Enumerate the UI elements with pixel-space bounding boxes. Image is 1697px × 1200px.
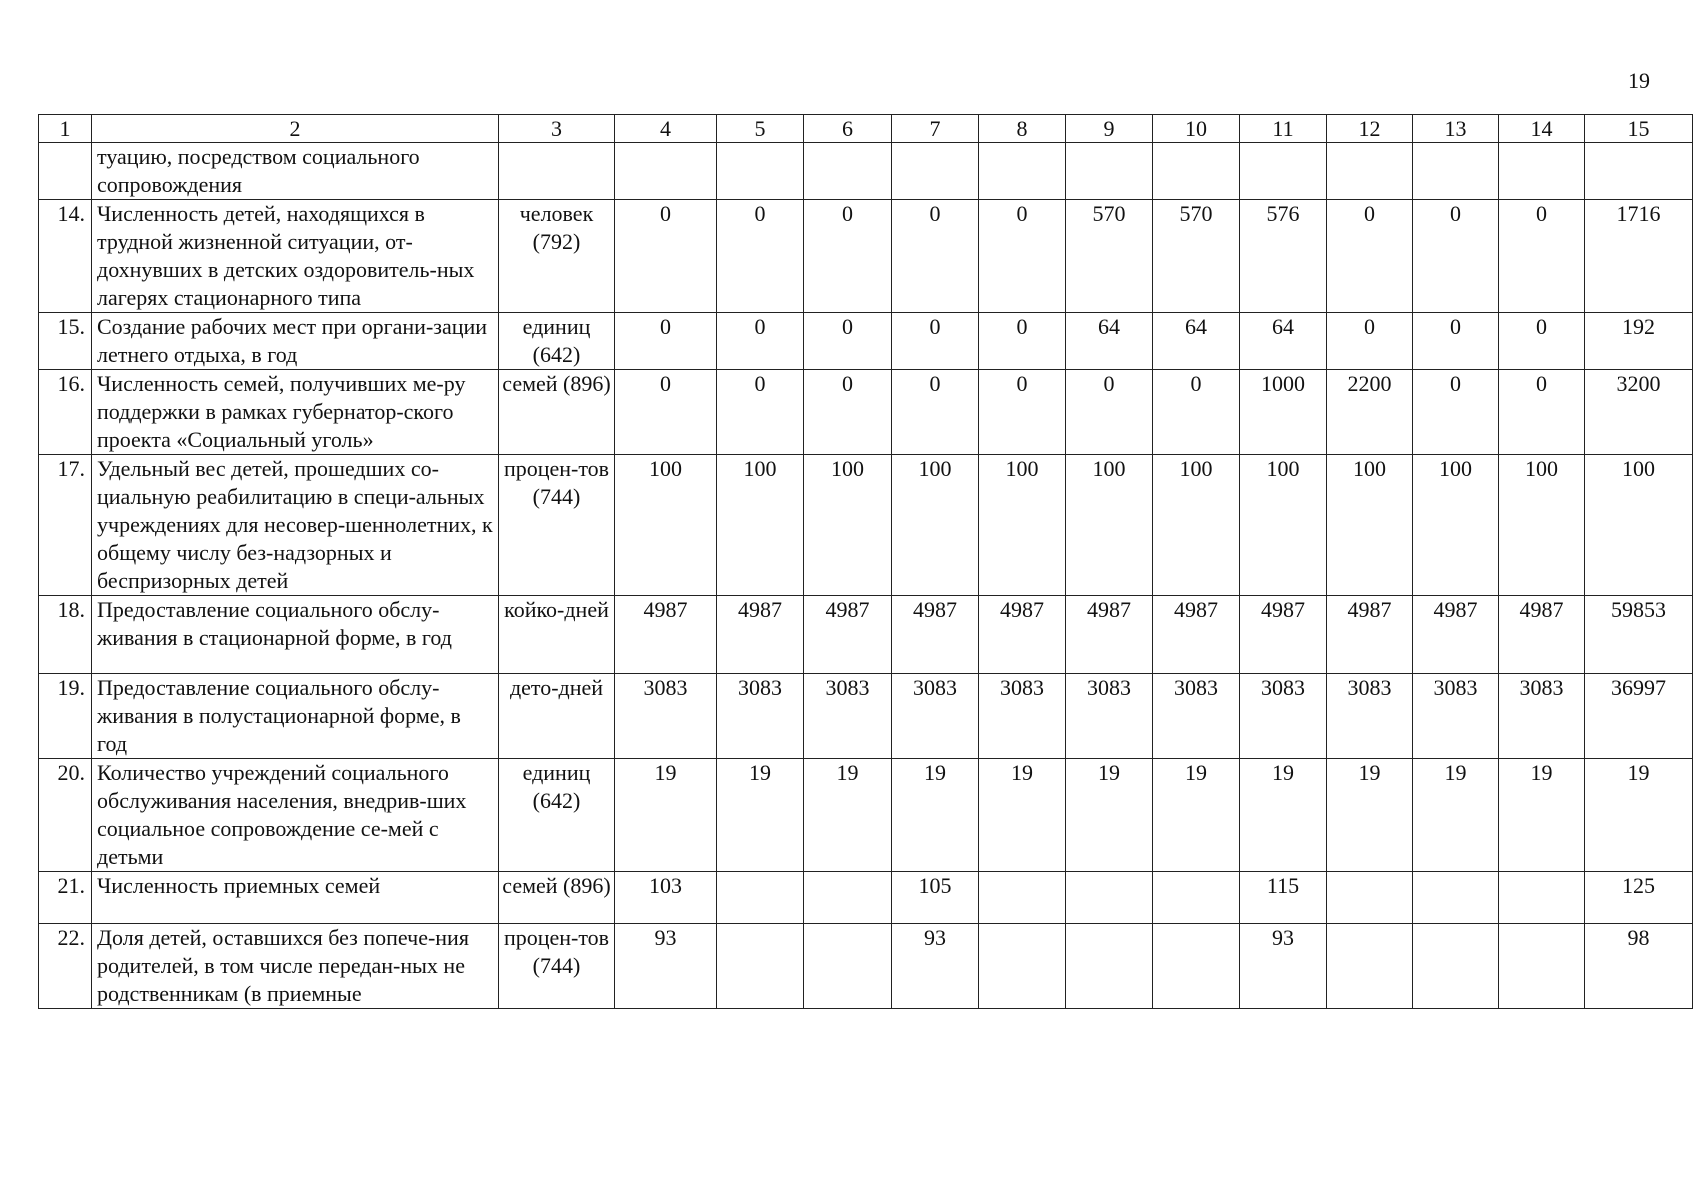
value-cell	[1413, 143, 1499, 200]
unit-cell: человек (792)	[499, 200, 615, 313]
value-cell: 19	[1585, 759, 1693, 872]
value-cell: 19	[804, 759, 892, 872]
column-number-cell: 4	[615, 115, 717, 143]
value-cell: 0	[1153, 370, 1240, 455]
value-cell: 19	[1066, 759, 1153, 872]
value-cell	[1327, 924, 1413, 1009]
value-cell: 576	[1240, 200, 1327, 313]
value-cell	[979, 143, 1066, 200]
indicator-name-cell: Создание рабочих мест при органи-зации летнего отдыха, в год	[92, 313, 499, 370]
value-cell: 0	[979, 313, 1066, 370]
indicators-table	[38, 114, 1693, 1009]
value-cell: 3083	[1413, 674, 1499, 759]
value-cell: 4987	[892, 596, 979, 674]
value-cell: 192	[1585, 313, 1693, 370]
value-cell: 100	[1066, 455, 1153, 596]
indicator-name-cell: Удельный вес детей, прошедших со-циальную реабилитацию в специ-альных учреждениях для несовер-шеннолетних, к общему числу без-надзорных и беспризорных детей	[92, 455, 499, 596]
value-cell: 0	[615, 313, 717, 370]
value-cell	[804, 143, 892, 200]
table-row	[39, 455, 1693, 596]
value-cell: 19	[1499, 759, 1585, 872]
value-cell: 19	[1413, 759, 1499, 872]
table-row	[39, 596, 1693, 674]
value-cell: 0	[979, 370, 1066, 455]
indicator-name-cell: Предоставление социального обслу-живания в стационарной форме, в год	[92, 596, 499, 674]
value-cell: 3083	[1066, 674, 1153, 759]
value-cell: 100	[804, 455, 892, 596]
value-cell: 0	[1499, 313, 1585, 370]
row-number-cell: 16.	[39, 370, 92, 455]
table-row	[39, 313, 1693, 370]
row-number-cell: 17.	[39, 455, 92, 596]
value-cell: 100	[1153, 455, 1240, 596]
value-cell	[1153, 872, 1240, 924]
value-cell: 0	[615, 370, 717, 455]
indicator-name-cell: Доля детей, оставшихся без попече-ния родителей, в том числе передан-ных не родственникам (в приемные	[92, 924, 499, 1009]
unit-cell: процен-тов (744)	[499, 455, 615, 596]
value-cell: 93	[615, 924, 717, 1009]
value-cell	[1327, 143, 1413, 200]
value-cell	[1499, 924, 1585, 1009]
column-number-cell: 12	[1327, 115, 1413, 143]
value-cell	[1066, 143, 1153, 200]
row-number-cell: 18.	[39, 596, 92, 674]
column-number-cell: 10	[1153, 115, 1240, 143]
row-number-cell	[39, 143, 92, 200]
value-cell: 4987	[1413, 596, 1499, 674]
value-cell: 0	[1413, 370, 1499, 455]
indicator-name-cell: Численность приемных семей	[92, 872, 499, 924]
value-cell: 0	[717, 370, 804, 455]
value-cell	[804, 924, 892, 1009]
value-cell: 0	[1499, 370, 1585, 455]
value-cell: 0	[1413, 313, 1499, 370]
value-cell: 0	[1499, 200, 1585, 313]
unit-cell: процен-тов (744)	[499, 924, 615, 1009]
value-cell: 4987	[615, 596, 717, 674]
value-cell: 0	[892, 313, 979, 370]
column-number-cell: 1	[39, 115, 92, 143]
value-cell	[1153, 143, 1240, 200]
value-cell: 100	[1240, 455, 1327, 596]
value-cell: 1716	[1585, 200, 1693, 313]
column-number-cell: 3	[499, 115, 615, 143]
value-cell: 100	[979, 455, 1066, 596]
table-row	[39, 674, 1693, 759]
value-cell: 0	[1066, 370, 1153, 455]
value-cell: 3200	[1585, 370, 1693, 455]
value-cell: 4987	[1499, 596, 1585, 674]
unit-cell: единиц (642)	[499, 313, 615, 370]
value-cell: 3083	[892, 674, 979, 759]
value-cell: 100	[1413, 455, 1499, 596]
row-number-cell: 20.	[39, 759, 92, 872]
value-cell: 64	[1240, 313, 1327, 370]
value-cell: 19	[717, 759, 804, 872]
value-cell: 36997	[1585, 674, 1693, 759]
table-row	[39, 370, 1693, 455]
value-cell: 19	[892, 759, 979, 872]
value-cell: 3083	[1499, 674, 1585, 759]
value-cell: 0	[979, 200, 1066, 313]
column-number-cell: 6	[804, 115, 892, 143]
value-cell: 0	[804, 370, 892, 455]
value-cell: 93	[892, 924, 979, 1009]
value-cell	[615, 143, 717, 200]
value-cell: 100	[892, 455, 979, 596]
row-number-cell: 19.	[39, 674, 92, 759]
value-cell	[1413, 924, 1499, 1009]
table-body	[39, 143, 1693, 1009]
column-number-cell: 13	[1413, 115, 1499, 143]
value-cell: 98	[1585, 924, 1693, 1009]
value-cell: 0	[892, 370, 979, 455]
value-cell: 0	[717, 200, 804, 313]
value-cell: 19	[1153, 759, 1240, 872]
value-cell: 0	[1327, 313, 1413, 370]
column-number-cell: 15	[1585, 115, 1693, 143]
row-number-cell: 21.	[39, 872, 92, 924]
value-cell	[804, 872, 892, 924]
table-row	[39, 872, 1693, 924]
value-cell	[1153, 924, 1240, 1009]
value-cell: 4987	[1066, 596, 1153, 674]
value-cell: 0	[892, 200, 979, 313]
value-cell: 3083	[1327, 674, 1413, 759]
value-cell: 3083	[804, 674, 892, 759]
value-cell: 100	[1585, 455, 1693, 596]
row-number-cell: 15.	[39, 313, 92, 370]
unit-cell: семей (896)	[499, 872, 615, 924]
value-cell: 570	[1153, 200, 1240, 313]
value-cell: 3083	[1153, 674, 1240, 759]
row-number-cell: 22.	[39, 924, 92, 1009]
value-cell: 4987	[1327, 596, 1413, 674]
value-cell	[1240, 143, 1327, 200]
value-cell: 3083	[1240, 674, 1327, 759]
value-cell: 93	[1240, 924, 1327, 1009]
column-number-cell: 2	[92, 115, 499, 143]
unit-cell	[499, 143, 615, 200]
unit-cell: семей (896)	[499, 370, 615, 455]
column-number-cell: 9	[1066, 115, 1153, 143]
value-cell	[1413, 872, 1499, 924]
value-cell: 0	[804, 313, 892, 370]
indicator-name-cell: туацию, посредством социального сопровождения	[92, 143, 499, 200]
value-cell: 4987	[717, 596, 804, 674]
value-cell: 3083	[979, 674, 1066, 759]
value-cell	[892, 143, 979, 200]
column-number-cell: 7	[892, 115, 979, 143]
value-cell: 0	[1413, 200, 1499, 313]
value-cell: 4987	[1240, 596, 1327, 674]
value-cell: 0	[1327, 200, 1413, 313]
value-cell: 103	[615, 872, 717, 924]
row-number-cell: 14.	[39, 200, 92, 313]
value-cell	[979, 872, 1066, 924]
value-cell	[717, 924, 804, 1009]
value-cell: 105	[892, 872, 979, 924]
value-cell: 0	[717, 313, 804, 370]
value-cell: 3083	[615, 674, 717, 759]
value-cell	[979, 924, 1066, 1009]
value-cell: 59853	[1585, 596, 1693, 674]
page-number: 19	[1628, 68, 1650, 93]
value-cell: 2200	[1327, 370, 1413, 455]
indicator-name-cell: Численность детей, находящихся в трудной жизненной ситуации, от-дохнувших в детских оздоровитель-ных лагерях стационарного типа	[92, 200, 499, 313]
value-cell: 19	[1240, 759, 1327, 872]
indicator-name-cell: Предоставление социального обслу-живания в полустационарной форме, в год	[92, 674, 499, 759]
table-row	[39, 759, 1693, 872]
value-cell: 3083	[717, 674, 804, 759]
table-row	[39, 200, 1693, 313]
value-cell	[1499, 143, 1585, 200]
value-cell	[1585, 143, 1693, 200]
unit-cell: единиц (642)	[499, 759, 615, 872]
value-cell: 64	[1153, 313, 1240, 370]
value-cell: 125	[1585, 872, 1693, 924]
value-cell	[1066, 924, 1153, 1009]
value-cell: 100	[1499, 455, 1585, 596]
value-cell: 100	[1327, 455, 1413, 596]
unit-cell: дето-дней	[499, 674, 615, 759]
value-cell: 4987	[804, 596, 892, 674]
value-cell: 0	[615, 200, 717, 313]
value-cell: 4987	[1153, 596, 1240, 674]
column-number-cell: 5	[717, 115, 804, 143]
value-cell	[1499, 872, 1585, 924]
value-cell: 100	[717, 455, 804, 596]
value-cell: 4987	[979, 596, 1066, 674]
value-cell: 19	[615, 759, 717, 872]
value-cell	[717, 872, 804, 924]
value-cell: 19	[979, 759, 1066, 872]
value-cell: 19	[1327, 759, 1413, 872]
value-cell: 570	[1066, 200, 1153, 313]
indicator-name-cell: Количество учреждений социального обслуживания населения, внедрив-ших социальное сопровождение се-мей с детьми	[92, 759, 499, 872]
column-number-cell: 14	[1499, 115, 1585, 143]
column-number-cell: 8	[979, 115, 1066, 143]
value-cell: 115	[1240, 872, 1327, 924]
indicator-name-cell: Численность семей, получивших ме-ру поддержки в рамках губернатор-ского проекта «Социальный уголь»	[92, 370, 499, 455]
table-row	[39, 924, 1693, 1009]
unit-cell: койко-дней	[499, 596, 615, 674]
column-number-cell: 11	[1240, 115, 1327, 143]
value-cell	[1327, 872, 1413, 924]
table-row	[39, 143, 1693, 200]
value-cell: 100	[615, 455, 717, 596]
value-cell: 0	[804, 200, 892, 313]
value-cell: 64	[1066, 313, 1153, 370]
value-cell: 1000	[1240, 370, 1327, 455]
column-number-row	[39, 115, 1693, 143]
value-cell	[717, 143, 804, 200]
value-cell	[1066, 872, 1153, 924]
